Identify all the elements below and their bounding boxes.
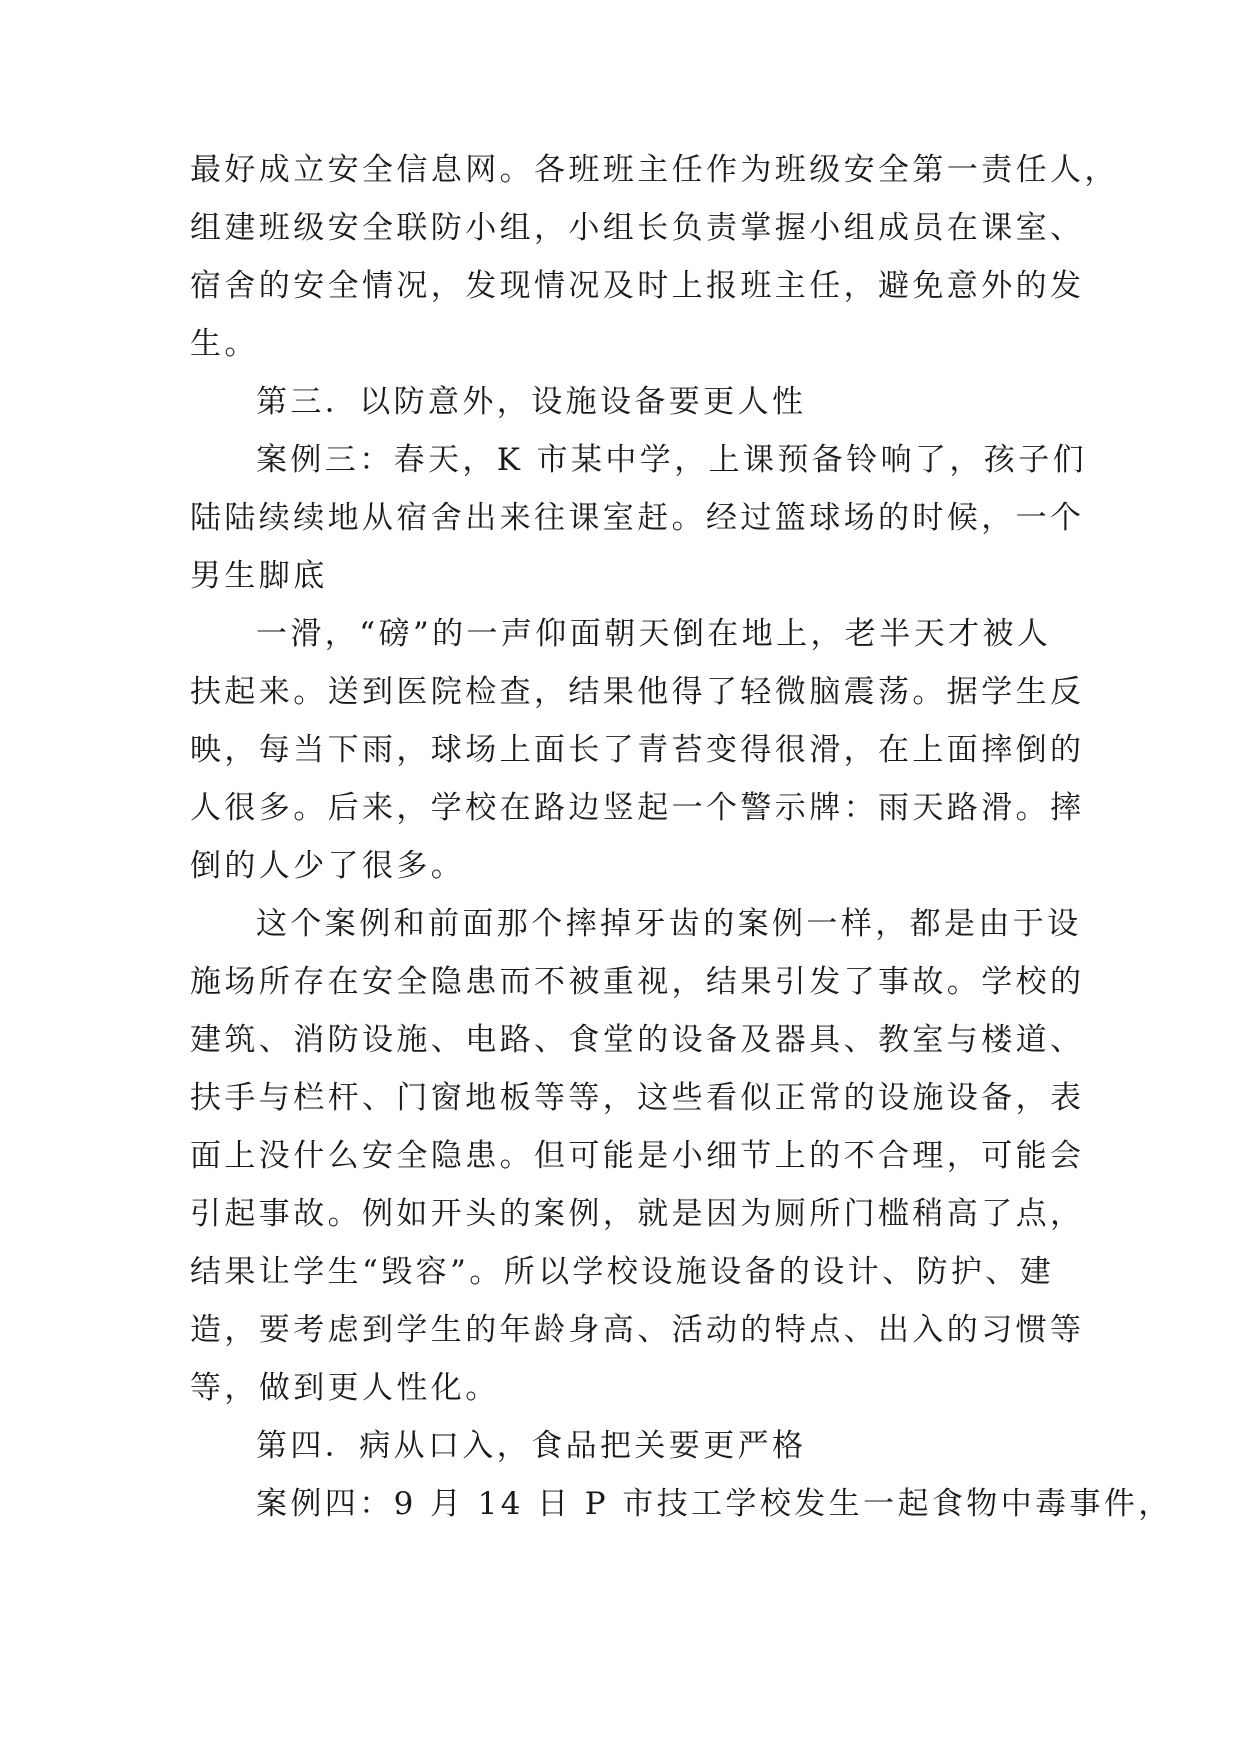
text-line: 结果让学生“毁容”。所以学校设施设备的设计、防护、建 <box>190 1254 1055 1290</box>
text-line: 扶起来。送到医院检查，结果他得了轻微脑震荡。据学生反 <box>190 674 1085 710</box>
text-line: 男生脚底 <box>190 558 328 594</box>
text-line: 案例四：9 月 14 日 P 市技工学校发生一起食物中毒事件， <box>256 1486 1173 1522</box>
text-line: 扶手与栏杆、门窗地板等等，这些看似正常的设施设备，表 <box>190 1080 1085 1116</box>
text-line: 陆陆续续地从宿舍出来往课室赶。经过篮球场的时候，一个 <box>190 500 1085 536</box>
section-heading: 第三．以防意外，设施设备要更人性 <box>256 384 807 420</box>
text-line: 造，要考虑到学生的年龄身高、活动的特点、出入的习惯等 <box>190 1312 1085 1348</box>
text-line: 生。 <box>190 326 259 362</box>
text-line: 一滑，“磅”的一声仰面朝天倒在地上，老半天才被人 <box>256 616 1052 652</box>
text-line: 等，做到更人性化。 <box>190 1370 500 1406</box>
text-line: 建筑、消防设施、电路、食堂的设备及器具、教室与楼道、 <box>190 1022 1085 1058</box>
text-line: 案例三：春天，K 市某中学，上课预备铃响了，孩子们 <box>256 442 1088 478</box>
text-line: 面上没什么安全隐患。但可能是小细节上的不合理，可能会 <box>190 1138 1085 1174</box>
section-heading: 第四．病从口入，食品把关要更严格 <box>256 1428 807 1464</box>
text-line: 人很多。后来，学校在路边竖起一个警示牌：雨天路滑。摔 <box>190 790 1085 826</box>
text-line: 最好成立安全信息网。各班班主任作为班级安全第一责任人， <box>190 152 1119 188</box>
text-line: 组建班级安全联防小组，小组长负责掌握小组成员在课室、 <box>190 210 1085 246</box>
text-line: 这个案例和前面那个摔掉牙齿的案例一样，都是由于设 <box>256 906 1082 942</box>
text-line: 施场所存在安全隐患而不被重视，结果引发了事故。学校的 <box>190 964 1085 1000</box>
text-line: 引起事故。例如开头的案例，就是因为厕所门槛稍高了点， <box>190 1196 1085 1232</box>
text-line: 倒的人少了很多。 <box>190 848 466 884</box>
text-line: 映，每当下雨，球场上面长了青苔变得很滑，在上面摔倒的 <box>190 732 1085 768</box>
text-line: 宿舍的安全情况，发现情况及时上报班主任，避免意外的发 <box>190 268 1085 304</box>
